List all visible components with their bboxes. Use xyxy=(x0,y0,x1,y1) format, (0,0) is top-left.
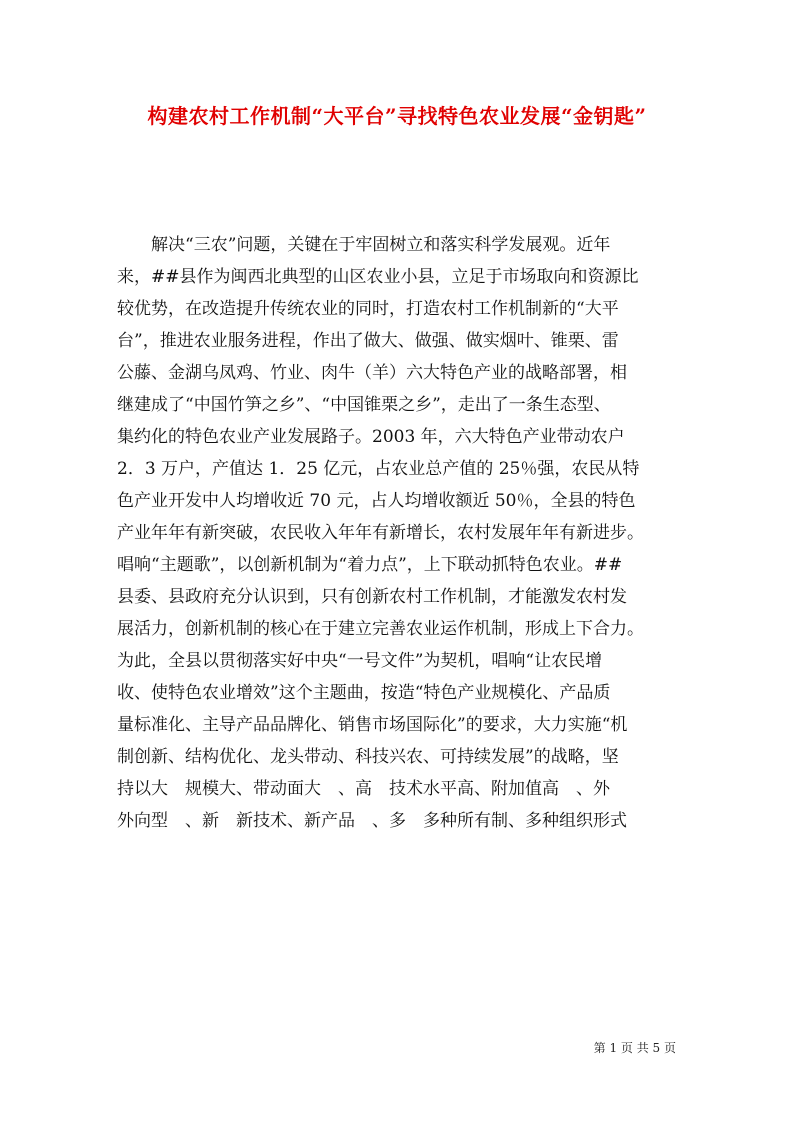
body-line: 量标准化、主导产品品牌化、销售市场国际化”的要求，大力实施“机 xyxy=(117,715,628,735)
body-line: 持以大 规模大、带动面大 、高 技术水平高、附加值高 、外 xyxy=(117,779,610,799)
body-line: 来，##县作为闽西北典型的山区农业小县，立足于市场取向和资源比 xyxy=(117,267,639,287)
body-line: 县委、县政府充分认识到，只有创新农村工作机制，才能激发农村发 xyxy=(117,587,627,607)
body-line: 2．3 万户，产值达 1．25 亿元，占农业总产值的 25％强，农民从特 xyxy=(117,459,640,479)
body-line: 产业年年有新突破，农民收入年年有新增长，农村发展年年有新进步。 xyxy=(117,523,644,543)
body-line: 台”，推进农业服务进程，作出了做大、做强、做实烟叶、锥栗、雷 xyxy=(117,331,619,351)
body-line: 制创新、结构优化、龙头带动、科技兴农、可持续发展”的战略，坚 xyxy=(117,747,619,767)
body-line: 唱响“主题歌”，以创新机制为“着力点”，上下联动抓特色农业。## xyxy=(117,555,623,575)
document-title: 构建农村工作机制“大平台”寻找特色农业发展“金钥匙” xyxy=(147,104,647,128)
body-line: 公藤、金湖乌凤鸡、竹业、肉牛（羊）六大特色产业的战略部署，相 xyxy=(117,363,627,383)
body-line: 为此，全县以贯彻落实好中央“一号文件”为契机，唱响“让农民增 xyxy=(117,651,603,671)
body-line: 色产业开发中人均增收近 70 元，占人均增收额近 50％，全县的特色 xyxy=(117,491,636,511)
page-indicator: 第 1 页 共 5 页 xyxy=(593,1041,676,1055)
body-line: 集约化的特色农业产业发展路子。2003 年，六大特色产业带动农户 xyxy=(117,427,625,447)
body-line: 外向型 、新 新技术、新产品 、多 多种所有制、多种组织形式 xyxy=(117,811,627,831)
body-line: 继建成了“中国竹笋之乡”、“中国锥栗之乡”，走出了一条生态型、 xyxy=(117,395,611,415)
body-line: 展活力，创新机制的核心在于建立完善农业运作机制，形成上下合力。 xyxy=(117,619,644,639)
body-line: 收、使特色农业增效”这个主题曲，按造“特色产业规模化、产品质 xyxy=(117,683,611,703)
body-line: 较优势，在改造提升传统农业的同时，打造农村工作机制新的“大平 xyxy=(117,299,619,319)
body-line: 解决“三农”问题，关键在于牢固树立和落实科学发展观。近年 xyxy=(151,235,611,255)
document-body xyxy=(117,229,682,837)
